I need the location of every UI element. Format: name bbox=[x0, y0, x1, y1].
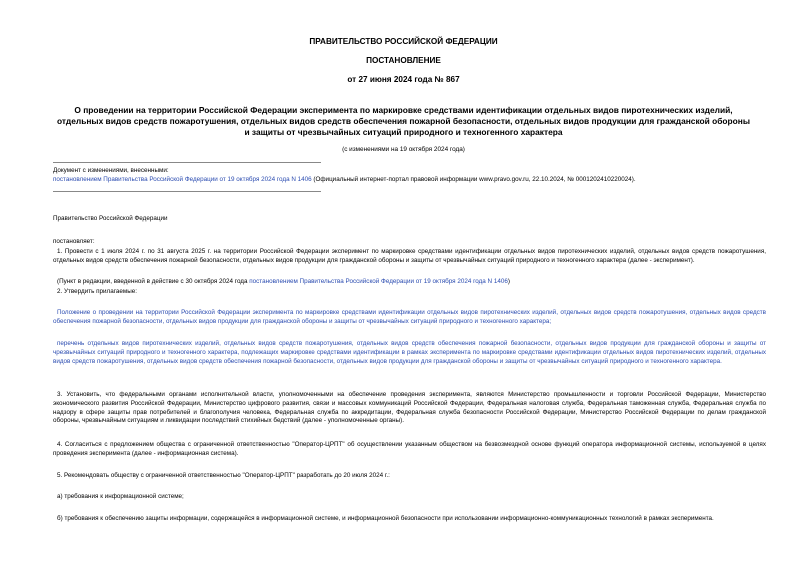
document-title: О проведении на территории Российской Федерации эксперимента по маркировке средствами идентификации отдельных видов пиротехнических изделий, отдельных видов средств пожаротушения, отдельных видов средств обеспечения пожарной безопасности, отдельных видов продукции для гражданской обороны и защиты от чрезвычайных ситуаций природного и техногенного характера bbox=[57, 105, 750, 137]
note-amendment-link[interactable]: постановлением Правительства Российской Федерации от 19 октября 2024 года N 1406 bbox=[249, 278, 508, 285]
edition-note: (с изменениями на 19 октября 2024 года) bbox=[342, 146, 465, 153]
paragraph-5: 5. Рекомендовать обществу с ограниченной ответственностью "Оператор-ЦРПТ" разработать до 20 июля 2024 г.: bbox=[57, 472, 390, 479]
paragraph-1: 1. Провести с 1 июля 2024 г. по 31 августа 2025 г. на территории Российской Федерации эксперимент по маркировке средствами идентификации отдельных видов пиротехнических изделий, отдельных видов средств пожаротушения, отдельных видов средств обеспечения пожарной безопасности, отдельных видов продукции для гражданской обороны и защиты от чрезвычайных ситуаций природного и техногенного характера (далее - эксперимент). bbox=[53, 248, 766, 264]
paragraph-1-note bbox=[53, 278, 766, 287]
paragraph-2b-link[interactable]: перечень отдельных видов пиротехнических изделий, отдельных видов средств пожаротушения, отдельных видов средств обеспечения пожарной безопасности, отдельных видов продукции для гражданской обороны и защиты от чрезвычайных ситуаций природного и техногенного характера, подлежащих маркировке средствами идентификации в рамках эксперимента по маркировке средствами идентификации отдельных видов пиротехнических изделий, отдельных видов средств пожаротушения, отдельных видов средств обеспечения пожарной безопасности, отдельных видов продукции для гражданской обороны и защиты от чрезвычайных ситуаций природного и техногенного характера. bbox=[53, 340, 766, 365]
authority-text: Правительство Российской Федерации bbox=[53, 215, 168, 222]
paragraph-2: 2. Утвердить прилагаемые: bbox=[57, 288, 137, 295]
note-suffix: ) bbox=[507, 278, 510, 285]
divider-top bbox=[53, 162, 321, 163]
changes-source: (Официальный интернет-портал правовой информации www.pravo.gov.ru, 22.10.2024, № 0001202410220024). bbox=[311, 176, 636, 183]
document-type: ПОСТАНОВЛЕНИЕ bbox=[366, 56, 441, 65]
changes-intro: Документ с изменениями, внесенными: bbox=[53, 167, 169, 174]
divider-bottom bbox=[53, 191, 321, 192]
paragraph-4: 4. Согласиться с предложением общества с ограниченной ответственностью "Оператор-ЦРПТ" об осуществлении указанным обществом на безвозмездной основе функций оператора информационной системы, используемой в целях проведения эксперимента (далее - информационная система). bbox=[53, 441, 766, 457]
government-heading: ПРАВИТЕЛЬСТВО РОССИЙСКОЙ ФЕДЕРАЦИИ bbox=[309, 37, 498, 46]
decides-text: постановляет: bbox=[53, 238, 95, 245]
date-number: от 27 июня 2024 года № 867 bbox=[347, 75, 460, 84]
paragraph-3: 3. Установить, что федеральными органами исполнительной власти, уполномоченными на обеспечение проведения эксперимента, являются Министерство промышленности и торговли Российской Федерации, Министерство экономического развития Российской Федерации, Министерство цифрового развития, связи и массовых коммуникаций Российской Федерации, Федеральная налоговая служба, Федеральная таможенная служба, Федеральная служба по надзору в сфере защиты прав потребителей и благополучия человека, Федеральная служба по аккредитации, Федеральная служба безопасности Российской Федерации, Министерство Российской Федерации по делам гражданской обороны, чрезвычайным ситуациям и ликвидации последствий стихийных бедствий (далее - уполномоченные органы). bbox=[53, 391, 766, 425]
note-prefix: (Пункт в редакции, введенной в действие с 30 октября 2024 года bbox=[57, 278, 250, 285]
paragraph-5a: а) требования к информационной системе; bbox=[57, 493, 184, 500]
amendment-link[interactable]: постановлением Правительства Российской Федерации от 19 октября 2024 года N 1406 bbox=[53, 176, 312, 183]
paragraph-5b: б) требования к обеспечению защиты информации, содержащейся в информационной системе, и информационной безопасности при использовании информационно-коммуникационных технологий в рамках эксперимента. bbox=[57, 515, 714, 522]
changes-line bbox=[53, 176, 766, 185]
paragraph-2a-link[interactable]: Положение о проведении на территории Российской Федерации эксперимента по маркировке средствами идентификации отдельных видов пиротехнических изделий, отдельных видов средств пожаротушения, отдельных видов средств обеспечения пожарной безопасности, отдельных видов продукции для гражданской обороны и защиты от чрезвычайных ситуаций природного и техногенного характера; bbox=[53, 309, 766, 325]
